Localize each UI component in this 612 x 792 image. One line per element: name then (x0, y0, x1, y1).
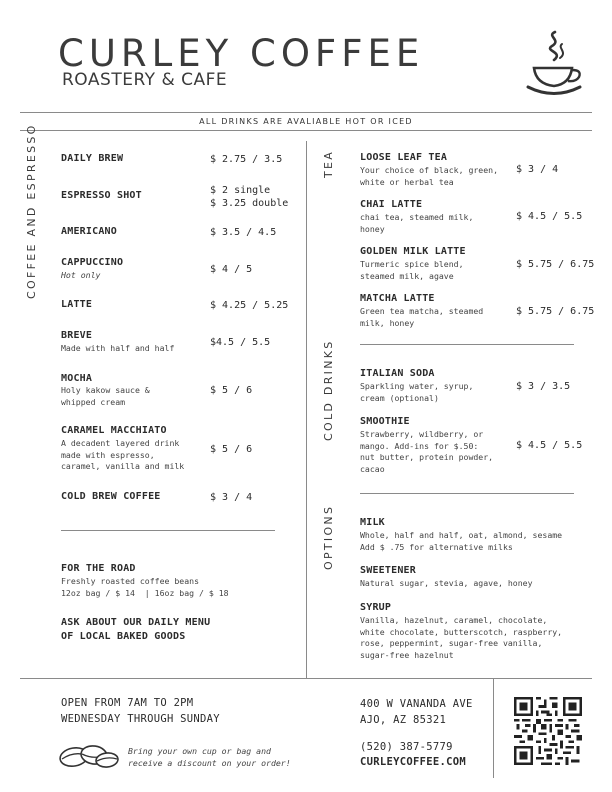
menu-item-price: $ 5 / 6 (210, 444, 253, 455)
menu-item-name: ESPRESSO SHOT (61, 190, 142, 201)
menu-item-price: $ 3 / 4 (516, 164, 559, 175)
coffee-cup-icon (524, 30, 584, 96)
menu-item-price: $ 3.5 / 4.5 (210, 227, 277, 238)
menu-item-name: SMOOTHIE (360, 416, 410, 427)
menu-item-price: $ 4 / 5 (210, 264, 253, 275)
menu-item-price: $ 4.5 / 5.5 (516, 440, 583, 451)
qr-code-icon[interactable] (514, 697, 582, 765)
option-description: Whole, half and half, oat, almond, sesame (360, 530, 563, 540)
menu-item-price: $4.5 / 5.5 (210, 337, 271, 348)
option-name: SWEETENER (360, 565, 416, 576)
menu-item-name: CARAMEL MACCHIATO (61, 425, 167, 436)
menu-item-description: Made with half and half (61, 343, 175, 353)
menu-item-price: $ 2 single (210, 185, 271, 196)
menu-item-description: Turmeric spice blend, steamed milk, agave (360, 259, 464, 281)
section-label-coffee: COFFEE AND ESPRESSO (25, 123, 38, 299)
footer-rule (20, 678, 592, 679)
website-link[interactable]: CURLEYCOFFEE.COM (360, 756, 466, 768)
menu-item-name: MATCHA LATTE (360, 293, 435, 304)
menu-item-description: Sparkling water, syrup, cream (optional) (360, 381, 474, 403)
menu-item-description: Holy kakow sauce & whipped cream (61, 385, 150, 407)
for-the-road-description: Freshly roasted coffee beans (61, 576, 200, 586)
menu-item-name: ITALIAN SODA (360, 368, 435, 379)
menu-item-name: CHAI LATTE (360, 199, 423, 210)
menu-item-price: $ 5.75 / 6.75 (516, 259, 595, 270)
baked-goods-line2: OF LOCAL BAKED GOODS (61, 631, 186, 642)
menu-item-price: $ 5 / 6 (210, 385, 253, 396)
section-label-options: OPTIONS (322, 504, 335, 570)
option-name: SYRUP (360, 602, 392, 613)
menu-item-description: A decadent layered drink made with espresso, caramel, vanilla and milk (61, 438, 185, 471)
phone-number[interactable]: (520) 387-5779 (360, 741, 453, 753)
hours-line1: OPEN FROM 7AM TO 2PM (61, 697, 194, 709)
menu-item-description: chai tea, steamed milk, honey (360, 212, 474, 234)
brand-subtitle: ROASTERY & CAFE (62, 70, 228, 90)
section-separator (61, 530, 275, 531)
for-the-road-prices: 12oz bag / $ 14 | 16oz bag / $ 18 (61, 588, 229, 598)
header-rule (20, 112, 592, 113)
menu-item-description: Strawberry, wildberry, or mango. Add-ins for $.50: nut butter, protein powder, cacao (360, 429, 494, 474)
menu-item-description: Your choice of black, green, white or herbal tea (360, 165, 499, 187)
baked-goods-line1: ASK ABOUT OUR DAILY MENU (61, 617, 211, 628)
menu-item-name: LATTE (61, 299, 93, 310)
menu-item-name: MOCHA (61, 373, 93, 384)
section-separator (360, 344, 574, 345)
notice-rule (20, 130, 592, 131)
menu-item-name: LOOSE LEAF TEA (360, 152, 448, 163)
section-separator (360, 493, 574, 494)
byo-cup-note-line2: receive a discount on your order! (128, 758, 291, 768)
menu-item-description: Hot only (61, 270, 101, 280)
menu-item-price: $ 3 / 4 (210, 492, 253, 503)
menu-item-price: $ 2.75 / 3.5 (210, 154, 283, 165)
menu-item-description: Green tea matcha, steamed milk, honey (360, 306, 484, 328)
footer-divider (493, 678, 494, 778)
hours-line2: WEDNESDAY THROUGH SUNDAY (61, 713, 220, 725)
hot-iced-notice: ALL DRINKS ARE AVALIABLE HOT OR ICED (199, 117, 413, 126)
menu-item-price: $ 4.5 / 5.5 (516, 211, 583, 222)
option-description: Natural sugar, stevia, agave, honey (360, 578, 533, 588)
option-description: Vanilla, hazelnut, caramel, chocolate, white chocolate, butterscotch, raspberry, rose, peppermint, sugar-free vanilla, sugar-free hazelnut (360, 615, 563, 660)
menu-item-name: BREVE (61, 330, 93, 341)
menu-item-name: GOLDEN MILK LATTE (360, 246, 466, 257)
menu-item-price: $ 3 / 3.5 (516, 381, 571, 392)
menu-item-name: CAPPUCCINO (61, 257, 124, 268)
address-line2: AJO, AZ 85321 (360, 714, 447, 726)
coffee-beans-icon (58, 741, 120, 771)
brand-title: CURLEY COFFEE (58, 32, 425, 75)
column-divider (306, 141, 307, 678)
option-description-extra: Add $ .75 for alternative milks (360, 542, 513, 552)
menu-item-name: DAILY BREW (61, 153, 124, 164)
menu-item-price-secondary: $ 3.25 double (210, 198, 289, 209)
byo-cup-note-line1: Bring your own cup or bag and (128, 746, 271, 756)
menu-item-name: COLD BREW COFFEE (61, 491, 161, 502)
menu-item-name: AMERICANO (61, 226, 117, 237)
section-label-tea: TEA (322, 149, 335, 178)
for-the-road-title: FOR THE ROAD (61, 563, 136, 574)
menu-item-price: $ 4.25 / 5.25 (210, 300, 289, 311)
section-label-cold-drinks: COLD DRINKS (322, 339, 335, 441)
address-line1: 400 W VANANDA AVE (360, 698, 473, 710)
menu-item-price: $ 5.75 / 6.75 (516, 306, 595, 317)
option-name: MILK (360, 517, 385, 528)
